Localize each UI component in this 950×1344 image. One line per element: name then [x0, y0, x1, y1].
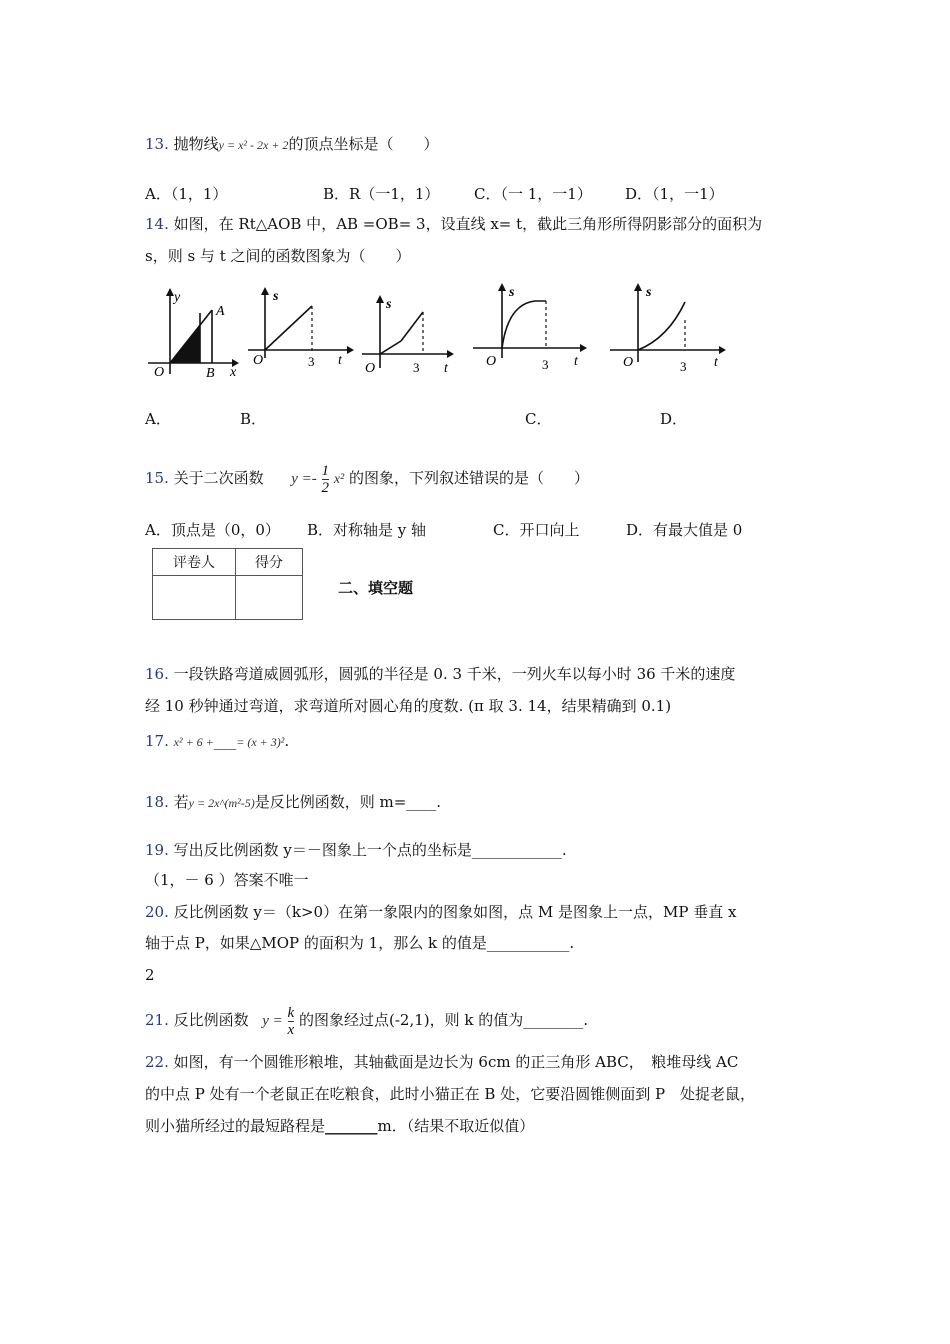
question-text: 的顶点坐标是（ ）	[288, 135, 439, 153]
label-t: t	[574, 354, 578, 369]
question-19	[145, 840, 567, 860]
question-22	[145, 1052, 738, 1072]
label-s: s	[386, 297, 392, 312]
question-text: 抛物线	[173, 135, 219, 153]
punctuation: .	[561, 841, 567, 859]
question-text: 如图，有一个圆锥形粮堆，其轴截面是边长为 6cm 的正三角形 ABC， 粮堆母线 AC	[173, 1053, 739, 1071]
question-number: 17.	[145, 732, 169, 750]
denominator: x	[287, 1021, 295, 1038]
question-text: 写出反比例函数 y＝－图象上一个点的坐标是	[173, 841, 472, 859]
label-A: A	[216, 304, 225, 319]
punctuation: .	[436, 793, 442, 811]
question-19-answer: （1，－ 6 ）答案不唯一	[145, 871, 309, 889]
question-number: 18.	[145, 793, 169, 811]
option-c: C．	[525, 410, 552, 428]
label-O: O	[365, 361, 376, 376]
option-a: A．顶点是（0，0）	[145, 521, 280, 539]
fraction	[288, 1005, 295, 1038]
formula: y =-	[291, 471, 317, 487]
question-16	[145, 664, 735, 684]
question-17	[145, 731, 289, 752]
label-t: t	[444, 361, 448, 376]
fraction	[322, 463, 330, 496]
question-text: 的图象经过点(-2,1)，则 k 的值为	[298, 1011, 524, 1029]
label-B: B	[206, 366, 215, 381]
question-text: 则小猫所经过的最短路程是	[145, 1117, 326, 1135]
question-text: 如图，在 Rt△AOB 中，AB =OB= 3，设直线 x= t，截此三角形所得阴影部分的面积为	[173, 215, 763, 233]
question-21	[145, 996, 588, 1045]
question-number: 16.	[145, 665, 169, 683]
formula: y = x² - 2x + 2	[218, 138, 289, 152]
label-3: 3	[308, 354, 315, 369]
option-c: C．开口向上	[493, 521, 580, 539]
question-text: 反比例函数 y＝（k>0）在第一象限内的图象如图，点 M 是图象上一点，MP 垂直 x	[173, 903, 737, 921]
label-3: 3	[680, 359, 687, 374]
option-b: B．	[240, 410, 267, 428]
question-18	[145, 792, 441, 813]
question-text: 轴于点 P，如果△MOP 的面积为 1，那么 k 的值是	[145, 934, 487, 952]
question-13	[145, 134, 438, 155]
label-s: s	[646, 285, 652, 300]
question-22-line3	[145, 1116, 534, 1136]
score-table-header-score: 得分	[236, 549, 303, 576]
numerator: k	[287, 1004, 295, 1021]
label-O: O	[253, 353, 264, 368]
question-text: 是反比例函数，则 m=	[254, 793, 407, 811]
option-a: A．	[145, 410, 171, 428]
question-number: 21.	[145, 1011, 169, 1029]
score-table-cell-grader[interactable]	[153, 576, 236, 620]
answer-blank[interactable]: ___________	[486, 934, 570, 952]
question-number: 19.	[145, 841, 169, 859]
label-O: O	[623, 355, 634, 370]
formula: = (x + 3)²	[236, 735, 285, 749]
label-3: 3	[542, 357, 549, 372]
question-number: 20.	[145, 903, 169, 921]
answer-blank[interactable]: ___	[213, 732, 237, 750]
option-d: D．（1，一1）	[625, 185, 724, 203]
option-b: B．对称轴是 y 轴	[307, 521, 427, 539]
question-number: 22.	[145, 1053, 169, 1071]
answer-blank[interactable]: _______	[325, 1117, 378, 1135]
option-a: A．（1，1）	[145, 185, 228, 203]
question-20	[145, 902, 736, 922]
question-14-figure	[140, 278, 740, 383]
section-title: 二、填空题	[338, 579, 414, 597]
score-table	[152, 548, 303, 620]
numerator: 1	[321, 462, 330, 479]
question-text: m．（结果不取近似值）	[377, 1117, 535, 1135]
formula: y =	[262, 1013, 283, 1029]
question-22-line2: 的中点 P 处有一个老鼠正在吃粮食，此时小猫正在 B 处，它要沿圆锥侧面到 P 处捉老鼠，	[145, 1085, 756, 1103]
question-number: 15.	[145, 469, 169, 487]
punctuation: .	[284, 732, 290, 750]
denominator: 2	[321, 479, 330, 496]
formula: x²	[333, 472, 345, 487]
option-d: D．	[660, 410, 688, 428]
question-number: 13.	[145, 135, 169, 153]
question-number: 14.	[145, 215, 169, 233]
score-table-header-grader: 评卷人	[153, 549, 236, 576]
question-text: 反比例函数	[173, 1011, 249, 1029]
answer-blank[interactable]: ____	[406, 793, 437, 811]
label-s: s	[509, 285, 515, 300]
question-20-line2	[145, 933, 574, 953]
question-text: 一段铁路弯道威圆弧形，圆弧的半径是 0. 3 千米，一列火车以每小时 36 千米的速度	[173, 665, 736, 683]
question-text: 关于二次函数	[173, 469, 264, 487]
question-text: 若	[173, 793, 189, 811]
answer-blank[interactable]: ____________	[471, 841, 562, 859]
option-c: C．（一 1，一1）	[474, 185, 592, 203]
label-t: t	[338, 353, 342, 368]
question-text: 的图象，下列叙述错误的是（ ）	[349, 469, 590, 487]
formula: y = 2x^(m²-5)	[188, 796, 255, 810]
label-O: O	[154, 365, 165, 380]
question-15	[145, 452, 589, 506]
option-d: D．有最大值是 0	[626, 521, 743, 539]
answer-blank[interactable]: ________	[523, 1011, 584, 1029]
question-14	[145, 214, 762, 234]
punctuation: .	[569, 934, 575, 952]
question-16-line2: 经 10 秒钟通过弯道，求弯道所对圆心角的度数. (π 取 3. 14，结果精确到 0.1)	[145, 697, 672, 715]
label-s: s	[273, 289, 279, 304]
label-y: y	[174, 290, 181, 305]
question-14-line2: s，则 s 与 t 之间的函数图象为（ ）	[145, 247, 411, 265]
formula: x² + 6 +	[173, 735, 214, 749]
option-b: B．R（一1，1）	[323, 185, 440, 203]
question-20-answer: 2	[145, 966, 155, 984]
label-x: x	[230, 365, 237, 380]
punctuation: .	[583, 1011, 589, 1029]
label-t: t	[714, 355, 718, 370]
label-O: O	[486, 354, 497, 369]
label-3: 3	[413, 360, 420, 375]
score-table-cell-score[interactable]	[236, 576, 303, 620]
